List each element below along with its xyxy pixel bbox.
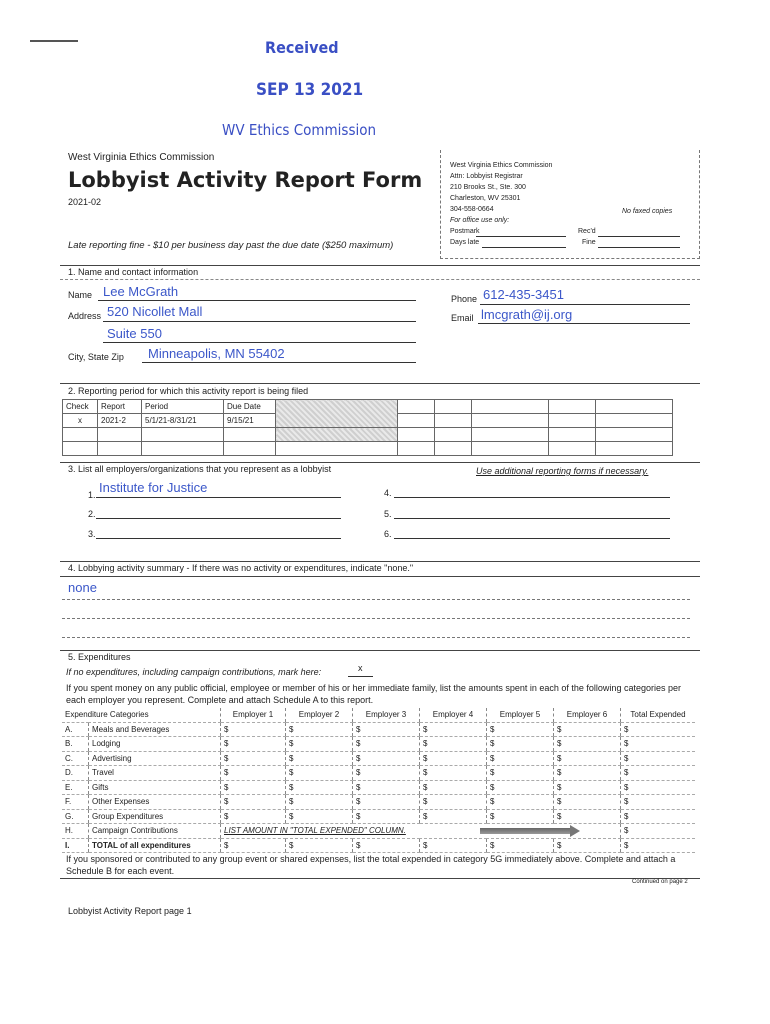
employer-num: 2. xyxy=(88,509,96,519)
employer-1-line xyxy=(96,497,341,498)
total-cell[interactable]: $ xyxy=(621,751,696,766)
amount-cell[interactable]: $ xyxy=(286,737,353,752)
cell-report xyxy=(98,442,142,456)
row-label: TOTAL of all expenditures xyxy=(89,838,221,853)
empty-cell xyxy=(596,428,673,442)
no-faxed-note: No faxed copies xyxy=(622,208,673,215)
no-expenditures-label: If no expenditures, including campaign contributions, mark here: xyxy=(66,667,322,677)
empty-cell xyxy=(398,442,435,456)
empty-cell xyxy=(472,442,549,456)
empty-cell xyxy=(596,442,673,456)
days-late-line xyxy=(482,247,566,248)
summary-line xyxy=(62,618,690,619)
empty-cell xyxy=(549,428,596,442)
amount-cell[interactable]: $ xyxy=(554,751,621,766)
employer-num: 5. xyxy=(384,509,392,519)
amount-cell[interactable]: $ xyxy=(420,795,487,810)
empty-cell xyxy=(435,400,472,414)
amount-cell[interactable]: $ xyxy=(487,737,554,752)
table-row xyxy=(62,751,695,766)
amount-cell[interactable]: $ xyxy=(487,722,554,737)
address-label: Address xyxy=(68,311,102,321)
form-title: Lobbyist Activity Report Form xyxy=(68,168,423,192)
row-letter: G. xyxy=(62,809,89,824)
table-row xyxy=(63,428,673,442)
col-total: Total Expended xyxy=(621,708,696,722)
amount-cell[interactable]: $ xyxy=(554,809,621,824)
campaign-note: LIST AMOUNT IN "TOTAL EXPENDED" COLUMN. xyxy=(221,824,621,839)
empty-cell xyxy=(472,414,549,428)
form-code: 2021-02 xyxy=(68,197,102,207)
amount-cell[interactable]: $ xyxy=(487,809,554,824)
total-cell[interactable]: $ xyxy=(621,780,696,795)
phone-value[interactable]: 612-435-3451 xyxy=(483,287,564,302)
table-row xyxy=(62,838,695,853)
table-row xyxy=(62,809,695,824)
empty-cell xyxy=(549,400,596,414)
section3-note: Use additional reporting forms if necessary. xyxy=(476,466,649,476)
amount-cell[interactable]: $ xyxy=(221,780,286,795)
col-employer-5: Employer 5 xyxy=(487,708,554,722)
cell-check[interactable] xyxy=(63,442,98,456)
cell-due-date: 9/15/21 xyxy=(224,414,276,428)
col-employer-6: Employer 6 xyxy=(554,708,621,722)
cell-period: 5/1/21-8/31/21 xyxy=(142,414,224,428)
amount-cell[interactable]: $ xyxy=(420,766,487,781)
col-employer-2: Employer 2 xyxy=(286,708,353,722)
row-label: Lodging xyxy=(89,737,221,752)
amount-cell[interactable]: $ xyxy=(487,838,554,853)
cell-check[interactable] xyxy=(63,428,98,442)
empty-cell xyxy=(398,414,435,428)
amount-cell[interactable]: $ xyxy=(286,780,353,795)
row-label: Other Expenses xyxy=(89,795,221,810)
recd-line xyxy=(598,236,680,237)
amount-cell[interactable]: $ xyxy=(554,737,621,752)
cell-report: 2021-2 xyxy=(98,414,142,428)
amount-cell[interactable]: $ xyxy=(221,722,286,737)
recd-label: Rec'd xyxy=(578,228,596,235)
section4-rule xyxy=(60,561,700,562)
amount-cell[interactable]: $ xyxy=(554,722,621,737)
arrow-head-icon xyxy=(570,825,580,837)
amount-cell[interactable]: $ xyxy=(353,737,420,752)
employer-2-line xyxy=(96,518,341,519)
city-line xyxy=(142,362,416,363)
table-row xyxy=(62,824,695,839)
address-line2 xyxy=(103,342,416,343)
mailing-address xyxy=(450,160,552,226)
amount-cell[interactable]: $ xyxy=(420,780,487,795)
empty-cell xyxy=(549,414,596,428)
row-letter: E. xyxy=(62,780,89,795)
total-cell[interactable]: $ xyxy=(621,766,696,781)
row-label: Advertising xyxy=(89,751,221,766)
amount-cell[interactable]: $ xyxy=(353,809,420,824)
phone-line xyxy=(480,304,690,305)
email-value[interactable]: lmcgrath@ij.org xyxy=(481,307,573,322)
col-period: Period xyxy=(142,400,224,414)
amount-cell[interactable]: $ xyxy=(353,838,420,853)
name-value[interactable]: Lee McGrath xyxy=(103,284,179,299)
empty-cell xyxy=(398,400,435,414)
amount-cell[interactable]: $ xyxy=(221,809,286,824)
col-categories: Expenditure Categories xyxy=(62,708,221,722)
row-letter: B. xyxy=(62,737,89,752)
city-value[interactable]: Minneapolis, MN 55402 xyxy=(148,346,285,361)
section3-heading: 3. List all employers/organizations that you represent as a lobbyist xyxy=(68,464,332,474)
mailing-line: 210 Brooks St., Ste. 300 xyxy=(450,184,526,191)
employer-4-line xyxy=(394,497,670,498)
amount-cell[interactable]: $ xyxy=(353,751,420,766)
section4-heading: 4. Lobbying activity summary - If there was no activity or expenditures, indicate "none." xyxy=(68,563,414,573)
received-stamp-commission: WV Ethics Commission xyxy=(222,121,377,139)
received-stamp-date: SEP 13 2021 xyxy=(256,80,364,100)
amount-cell[interactable]: $ xyxy=(420,737,487,752)
name-label: Name xyxy=(68,290,93,300)
section5-rule xyxy=(60,650,700,651)
total-cell[interactable]: $ xyxy=(621,809,696,824)
amount-cell[interactable]: $ xyxy=(353,780,420,795)
amount-cell[interactable]: $ xyxy=(286,809,353,824)
mailing-line: West Virginia Ethics Commission xyxy=(450,162,553,169)
section1-rule xyxy=(60,265,700,266)
col-check: Check xyxy=(63,400,98,414)
col-due-date: Due Date xyxy=(224,400,276,414)
amount-cell[interactable]: $ xyxy=(286,838,353,853)
table-header-row xyxy=(63,400,673,414)
amount-cell[interactable]: $ xyxy=(487,780,554,795)
amount-cell[interactable]: $ xyxy=(286,766,353,781)
summary-line xyxy=(62,599,690,600)
col-employer-3: Employer 3 xyxy=(353,708,420,722)
city-label: City, State Zip xyxy=(68,352,124,362)
fine-label: Fine xyxy=(582,239,596,246)
table-header-row xyxy=(62,708,695,722)
employer-1-value[interactable]: Institute for Justice xyxy=(99,480,208,495)
empty-cell xyxy=(435,428,472,442)
amount-cell[interactable]: $ xyxy=(554,780,621,795)
amount-cell[interactable]: $ xyxy=(286,722,353,737)
cell-due-date xyxy=(224,428,276,442)
amount-cell[interactable]: $ xyxy=(221,737,286,752)
employer-6-line xyxy=(394,538,670,539)
total-cell[interactable]: $ xyxy=(621,722,696,737)
amount-cell[interactable]: $ xyxy=(221,766,286,781)
page-footer: Lobbyist Activity Report page 1 xyxy=(68,906,192,916)
fine-line xyxy=(598,247,680,248)
empty-cell xyxy=(472,428,549,442)
section5-heading: 5. Expenditures xyxy=(68,652,131,662)
amount-cell[interactable]: $ xyxy=(221,838,286,853)
expenditures-table xyxy=(62,708,695,853)
amount-cell[interactable]: $ xyxy=(286,751,353,766)
section1-rule-bottom xyxy=(60,279,700,280)
redacted-cell xyxy=(276,400,398,428)
continued-note: Continued on page 2 xyxy=(632,879,688,885)
amount-cell[interactable]: $ xyxy=(353,795,420,810)
empty-cell xyxy=(435,414,472,428)
row-label: Group Expenditures xyxy=(89,809,221,824)
cell-period xyxy=(142,442,224,456)
address-line1 xyxy=(103,321,416,322)
amount-cell[interactable]: $ xyxy=(286,795,353,810)
email-label: Email xyxy=(451,313,474,323)
cell-check[interactable]: x xyxy=(63,414,98,428)
col-employer-4: Employer 4 xyxy=(420,708,487,722)
table-row xyxy=(63,442,673,456)
table-row xyxy=(62,780,695,795)
cell-due-date xyxy=(224,442,276,456)
arrow-icon xyxy=(480,828,572,834)
total-cell[interactable]: $ xyxy=(621,737,696,752)
name-line xyxy=(98,300,416,301)
amount-cell[interactable]: $ xyxy=(554,766,621,781)
corner-mark xyxy=(30,40,78,42)
empty-cell xyxy=(276,442,398,456)
table-row xyxy=(62,737,695,752)
empty-cell xyxy=(596,400,673,414)
row-label: Travel xyxy=(89,766,221,781)
amount-cell[interactable]: $ xyxy=(420,838,487,853)
row-label: Gifts xyxy=(89,780,221,795)
cell-report xyxy=(98,428,142,442)
mailing-line: Charleston, WV 25301 xyxy=(450,195,521,202)
total-cell[interactable]: $ xyxy=(621,795,696,810)
empty-cell xyxy=(472,400,549,414)
amount-cell[interactable]: $ xyxy=(554,838,621,853)
section5-rule-bottom xyxy=(60,878,700,879)
section2-heading: 2. Reporting period for which this activity report is being filed xyxy=(68,386,309,396)
redacted-cell xyxy=(276,428,398,442)
amount-cell[interactable]: $ xyxy=(420,722,487,737)
received-stamp-label: Received xyxy=(265,38,339,57)
row-letter: H. xyxy=(62,824,89,839)
empty-cell xyxy=(435,442,472,456)
empty-cell xyxy=(596,414,673,428)
amount-cell[interactable]: $ xyxy=(353,766,420,781)
activity-summary-value[interactable]: none xyxy=(68,580,97,595)
summary-line xyxy=(62,637,690,638)
cell-period xyxy=(142,428,224,442)
employer-num: 3. xyxy=(88,529,96,539)
empty-cell xyxy=(398,428,435,442)
section2-rule xyxy=(60,383,700,384)
mailing-line: Attn: Lobbyist Registrar xyxy=(450,173,523,180)
amount-cell[interactable]: $ xyxy=(221,795,286,810)
postmark-label: Postmark xyxy=(450,228,480,235)
header-org: West Virginia Ethics Commission xyxy=(68,152,215,163)
days-late-label: Days late xyxy=(450,239,480,246)
phone-label: Phone xyxy=(451,294,478,304)
empty-cell xyxy=(549,442,596,456)
office-use-label: For office use only: xyxy=(450,217,510,224)
table-row xyxy=(62,722,695,737)
mailing-line: 304-558-0664 xyxy=(450,206,494,213)
amount-cell[interactable]: $ xyxy=(487,751,554,766)
amount-cell[interactable]: $ xyxy=(420,809,487,824)
amount-cell[interactable]: $ xyxy=(420,751,487,766)
row-letter: C. xyxy=(62,751,89,766)
section5-footer-note: If you sponsored or contributed to any group event or shared expenses, list the total expended in category 5G immediately above. Complete and attach a Schedule B for each event. xyxy=(66,854,676,876)
employer-num: 6. xyxy=(384,529,392,539)
table-row xyxy=(62,795,695,810)
expenditure-instruction: If you spent money on any public official, employee or member of his or her immediate family, list the amounts spent in each of the following categories per each employer you represent. Complete and attach Schedule A to this report. xyxy=(66,683,681,705)
row-letter: I. xyxy=(62,838,89,853)
row-letter: D. xyxy=(62,766,89,781)
row-letter: F. xyxy=(62,795,89,810)
postmark-line xyxy=(476,236,566,237)
col-employer-1: Employer 1 xyxy=(221,708,286,722)
employer-num: 4. xyxy=(384,488,392,498)
row-letter: A. xyxy=(62,722,89,737)
employer-3-line xyxy=(96,538,341,539)
amount-cell[interactable]: $ xyxy=(554,795,621,810)
reporting-period-table xyxy=(62,399,673,456)
total-cell[interactable]: $ xyxy=(621,824,696,839)
email-line xyxy=(478,323,690,324)
address-line2-value[interactable]: Suite 550 xyxy=(107,326,162,341)
amount-cell[interactable]: $ xyxy=(487,766,554,781)
amount-cell[interactable]: $ xyxy=(487,795,554,810)
late-fine-note: Late reporting fine - $10 per business day past the due date ($250 maximum) xyxy=(68,240,394,251)
section4-rule-bottom xyxy=(60,576,700,577)
section1-heading: 1. Name and contact information xyxy=(68,267,199,277)
employer-num: 1. xyxy=(88,490,96,500)
total-cell[interactable]: $ xyxy=(621,838,696,853)
amount-cell[interactable]: $ xyxy=(353,722,420,737)
amount-cell[interactable]: $ xyxy=(221,751,286,766)
no-expenditures-mark[interactable]: x xyxy=(358,663,363,673)
row-label: Meals and Beverages xyxy=(89,722,221,737)
table-row xyxy=(62,766,695,781)
section3-rule xyxy=(60,462,700,463)
row-label: Campaign Contributions xyxy=(89,824,221,839)
employer-5-line xyxy=(394,518,670,519)
col-report: Report xyxy=(98,400,142,414)
address-line1-value[interactable]: 520 Nicollet Mall xyxy=(107,304,203,319)
no-expenditures-line xyxy=(348,676,373,677)
